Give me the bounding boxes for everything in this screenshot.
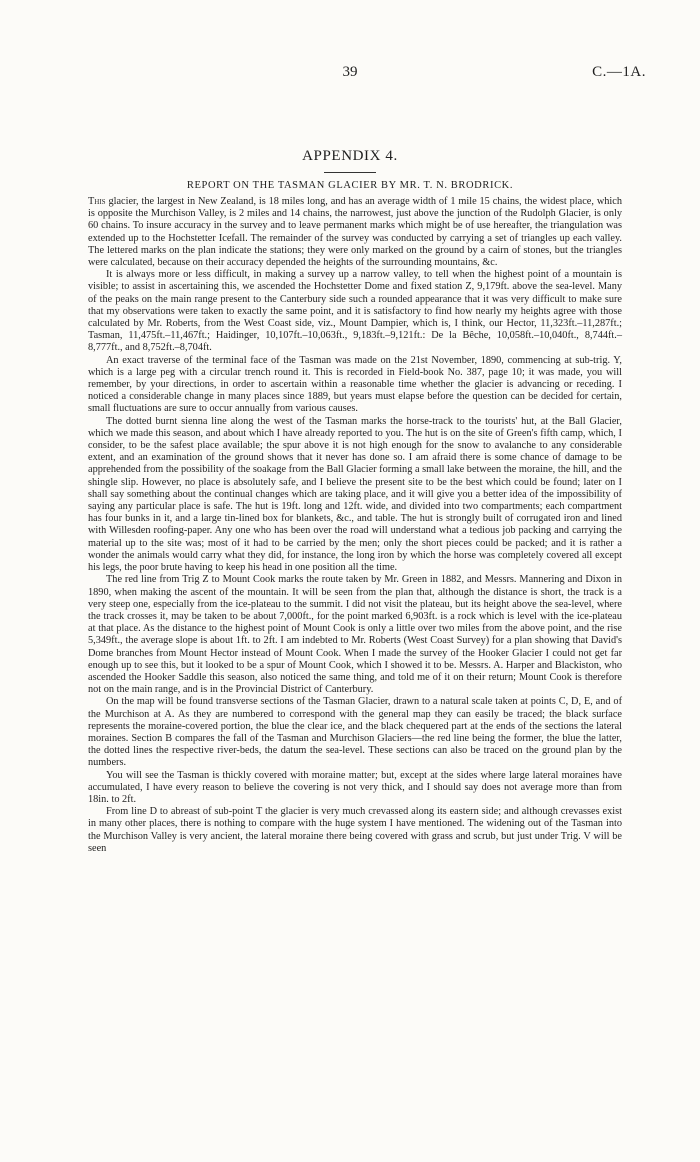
report-body: [88, 196, 622, 855]
paragraph: [88, 196, 622, 269]
paragraph-text: The dotted burnt sienna line along the west of the Tasman marks the horse-track to the tourists' hut, at the Ball Glacier, which we made this season, and about which I have already reported to you. The hut is on the site of Green's fifth camp, which, I consider, to be the safest place available; the spur above it is not high enough for the snow to avalanche to any considerable extent, and an examination of the ground shows that it never has done so. I am afraid there is some chance of damage to be apprehended from the possibility of the soakage from the Ball Glacier forming a small lake between the moraine, the hill, and the shingle slip. However, no place is absolutely safe, and I believe the present site to be the best which could be found; later on I shall say something about the continual changes which are taking place, and it will give you a better idea of the impossibility of saying any particular place is safe. The hut is 19ft. long and 12ft. wide, and divided into two compartments; each compartment has four bunks in it, and a large tin-lined box for blankets, &c., and table. The hut is strongly built of corrugated iron and lined with Willesden roofing-paper. Any one who has been over the road will understand what a tedious job packing and carrying the material up to the site was; most of it had to be carried by the men; only the short pieces could be packed; and it is rather a wonder the animals would carry what they did, for instance, the long iron by which the horse was completely covered all except his legs, the poor brute having to keep his head in one position all the time.: [88, 415, 622, 574]
paragraph-text: You will see the Tasman is thickly covered with moraine matter; but, except at the sides where large lateral moraines have accumulated, I have every reason to believe the covering is not very thick, and I should say does not average more than from 18in. to 2ft.: [88, 769, 622, 805]
paragraph-text: The red line from Trig Z to Mount Cook marks the route taken by Mr. Green in 1882, and Messrs. Mannering and Dixon in 1890, when making the ascent of the mountain. It will be seen from the plan that, although the distance is short, the track is a very steep one, especially from the ice-plateau to the summit. I did not visit the plateau, but its height above the sea-level, where the track crosses it, may be taken to be about 7,000ft., for the point marked 6,903ft. is a rock which is level with the ice-plateau at that place. As the distance to the highest point of Mount Cook is only a little over two miles from the above point, and the rise 5,349ft., the average slope is about 1ft. to 2ft. I am indebted to Mr. Roberts (West Coast Survey) for a plan showing that David's Dome branches from Mount Hector instead of Mount Cook. When I made the survey of the Hooker Glacier I could not get far enough up to see this, but it looked to be a spur of Mount Cook, which I showed it to be. Messrs. A. Harper and Blackiston, who ascended the Hooker Saddle this season, also noticed the same thing, and told me of it on their return; Mount Cook is therefore not on the main range, and is in the Provincial District of Canterbury.: [88, 574, 622, 696]
paragraph-text: It is always more or less difficult, in making a survey up a narrow valley, to tell when the highest point of a mountain is visible; to assist in ascertaining this, we ascended the Hochstetter Dome and fixed station Z, 9,179ft. above the sea-level. Many of the peaks on the main range present to the Canterbury side such a rounded appearance that it was very difficult to make sure that my observations were taken to exactly the same point, and it is satisfactory to find how nearly my heights agree with those calculated by Mr. Roberts, from the West Coast side, viz., Mount Dampier, which is, I think, our Hector, 11,323ft.–11,287ft.; Tasman, 11,475ft.–11,467ft.; Haidinger, 10,107ft.–10,063ft., 9,183ft.–9,121ft.: De la Bêche, 10,058ft.–10,040ft., 8,744ft.–8,777ft., and 8,752ft.–8,704ft.: [88, 269, 622, 354]
title-rule: [324, 172, 376, 173]
document-reference: C.—1A.: [592, 64, 646, 80]
appendix-title: APPENDIX 4.: [302, 148, 398, 164]
paragraph-text: glacier, the largest in New Zealand, is 18 miles long, and has an average width of 1 mile 15 chains, the widest place, which is opposite the Murchison Valley, is 2 miles and 14 chains, the narrowest, just above the junction of the Rudolph Glacier, is only 60 chains. To insure accuracy in the survey and to leave permanent marks which might be of use hereafter, the triangulation was extended up to the Hochstetter Icefall. The remainder of the survey was conducted by carrying a set of triangles up each valley. The lettered marks on the plan indicate the stations; they were only marked on the ground by a cairn of stones, but the triangles were calculated, because on their accuracy depended the heights of the surrounding mountains, &c.: [88, 196, 622, 269]
paragraph-text: An exact traverse of the terminal face of the Tasman was made on the 21st November, 1890, commencing at sub-trig. Y, which is a large peg with a circular trench round it. This is recorded in Field-book No. 387, page 10; it was made, you will remember, by your directions, in order to ascertain within a reasonable time whether the glacier is advancing or receding. I noticed a considerable change in many places since 1889, but years must elapse before the question can be decided for certain, small fluctuations are sure to occur annually from various causes.: [88, 354, 622, 415]
paragraph-lead-word: This: [88, 196, 106, 207]
paragraph: [88, 696, 622, 769]
paragraph: [88, 770, 622, 807]
paragraph: [88, 574, 622, 696]
paragraph: [88, 806, 622, 855]
page-number: 39: [342, 64, 358, 80]
report-title: REPORT ON THE TASMAN GLACIER BY MR. T. N. BRODRICK.: [186, 180, 514, 191]
paragraph-text: On the map will be found transverse sections of the Tasman Glacier, drawn to a natural scale taken at points C, D, E, and of the Murchison at A. As they are numbered to correspond with the general map they can easily be traced; the black surface represents the moraine-covered portion, the blue the clear ice, and the black chequered part at the ends of the sections the lateral moraines. Section B compares the fall of the Tasman and Murchison Glaciers—the red line being the former, the blue the latter, the dotted lines the respective river-beds, the datum the sea-level. These sections can also be traced on the ground plan by the numbers.: [88, 696, 622, 769]
paragraph: [88, 269, 622, 354]
paragraph: [88, 355, 622, 416]
paragraph-text: From line D to abreast of sub-point T the glacier is very much crevassed along its eastern side; and although crevasses exist in many other places, there is nothing to compare with the huge system I have mentioned. The widening out of the Tasman into the Murchison Valley is very ancient, the lateral moraine there being covered with grass and scrub, but just under Trig. V will be seen: [88, 806, 622, 854]
paragraph: [88, 416, 622, 575]
